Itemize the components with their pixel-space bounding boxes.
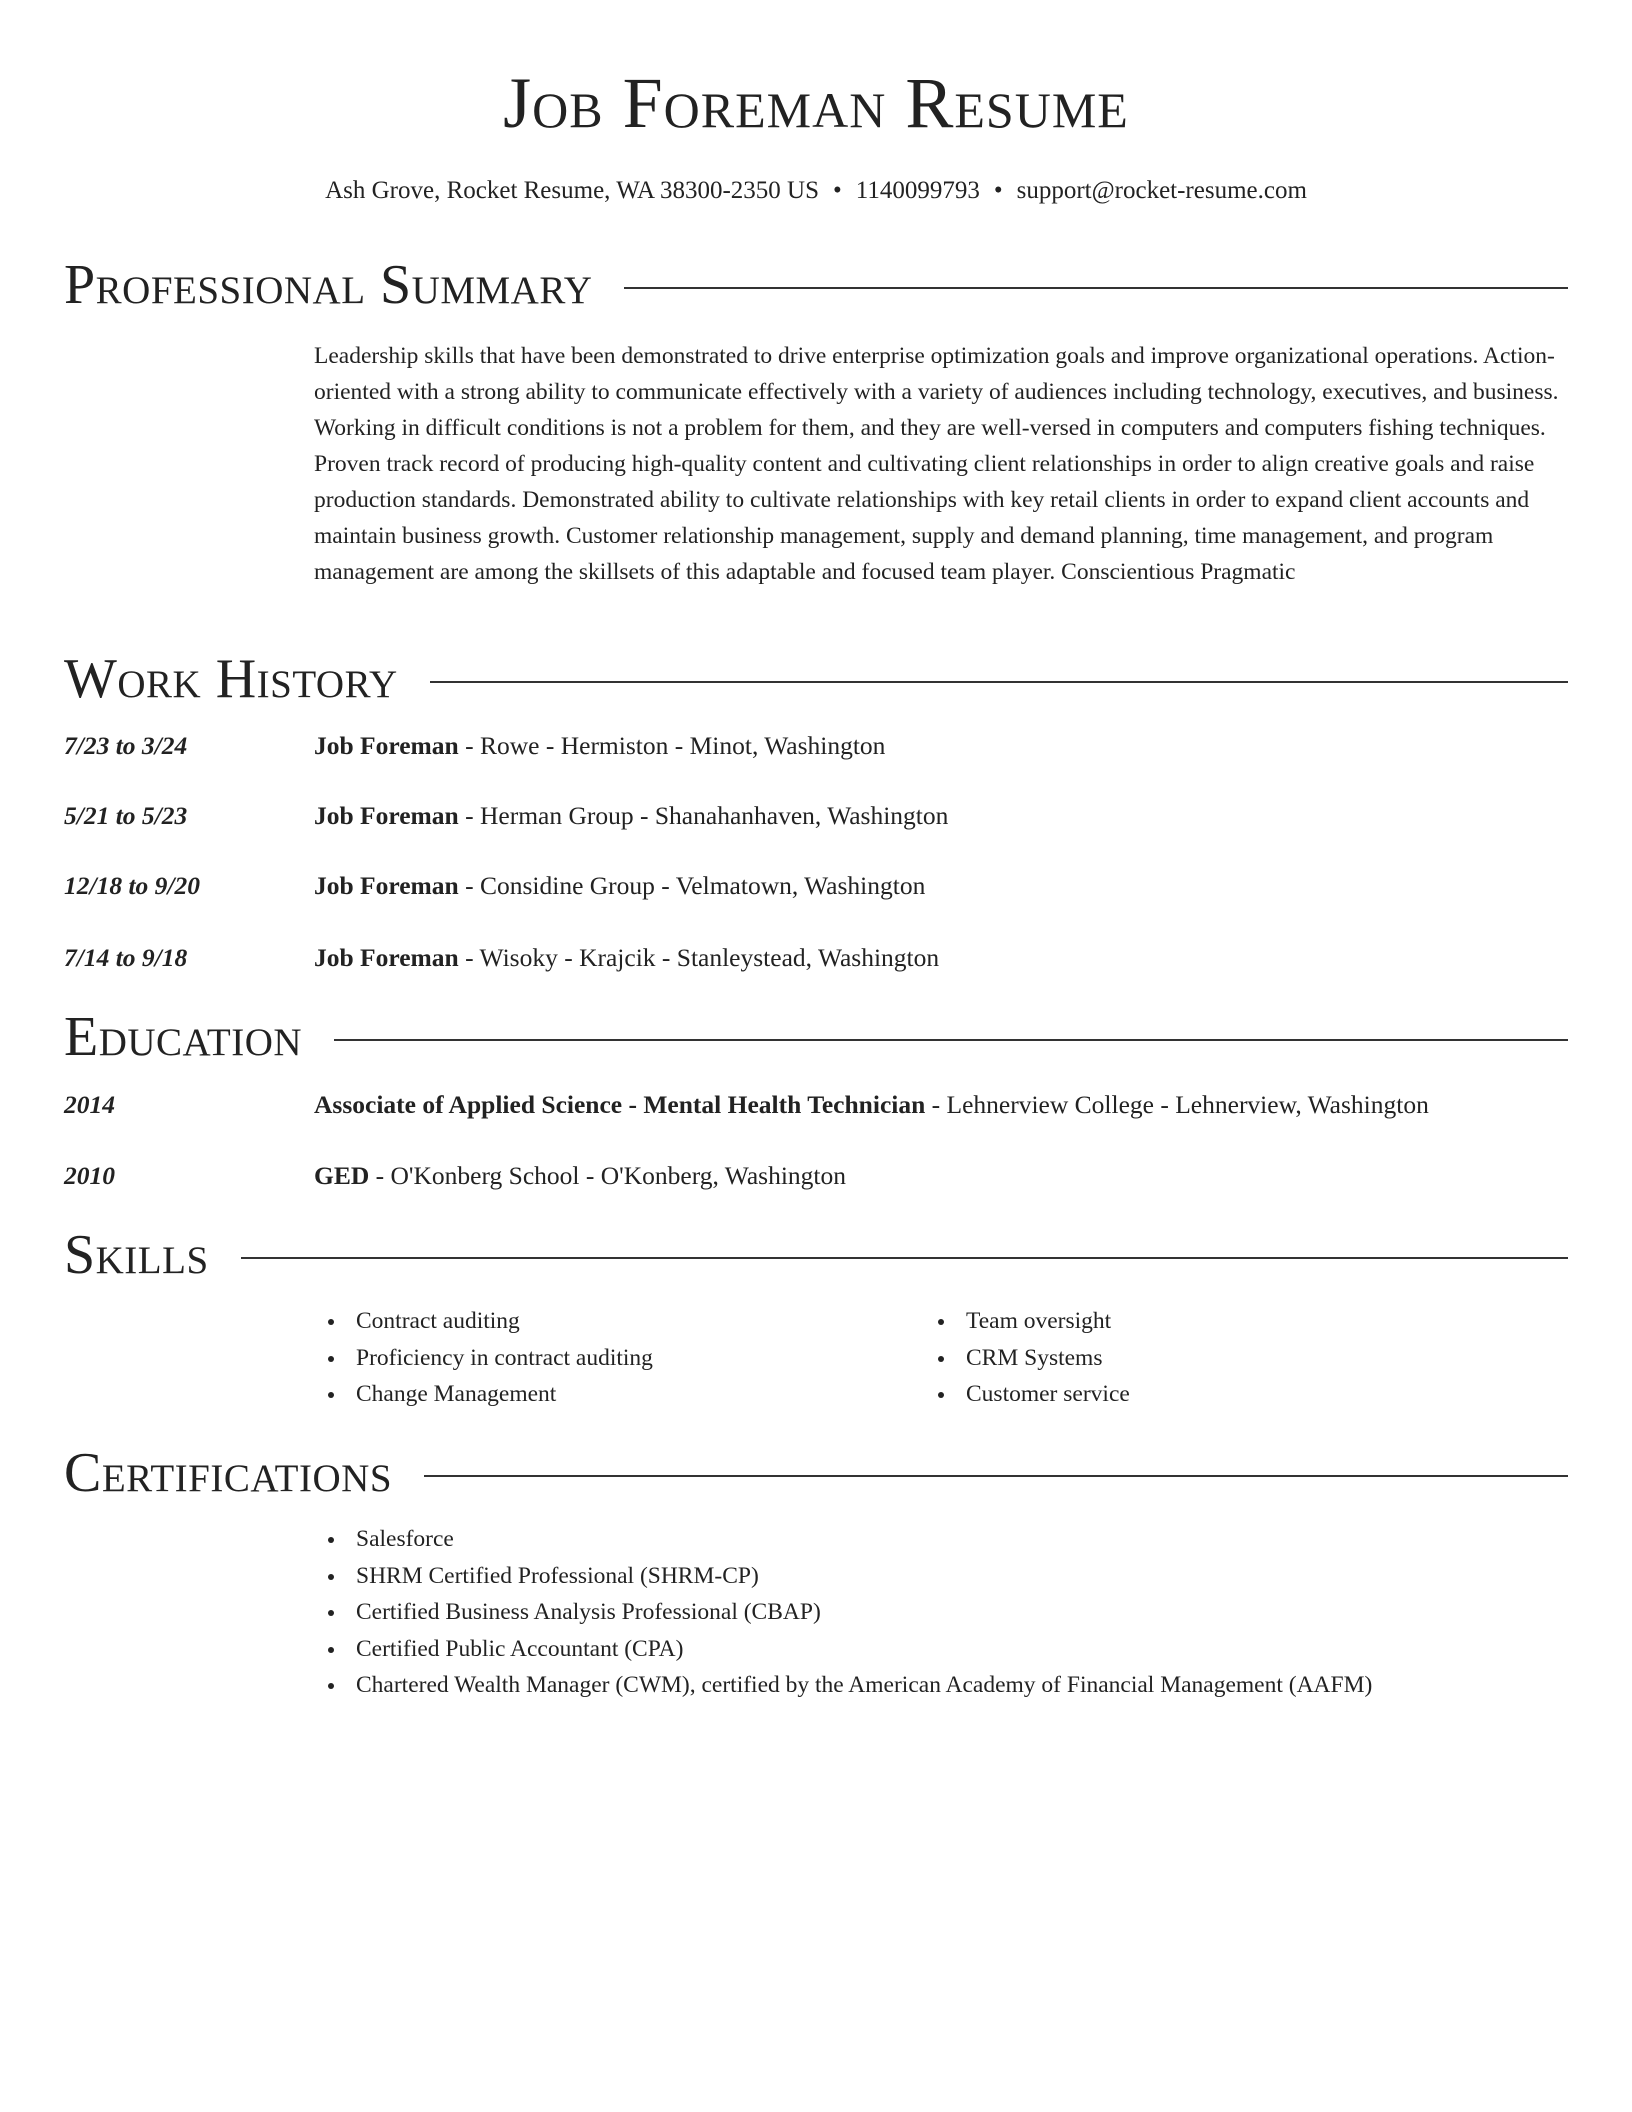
section-divider bbox=[334, 1039, 1568, 1041]
education-entry-text bbox=[314, 1156, 846, 1196]
certification-item: Salesforce bbox=[312, 1521, 1372, 1558]
job-title: Job Foreman bbox=[314, 943, 459, 972]
work-dates: 7/23 to 3/24 bbox=[64, 731, 188, 760]
job-title: Job Foreman bbox=[314, 731, 459, 760]
degree: Associate of Applied Science - Mental Health Technician bbox=[314, 1090, 926, 1119]
work-details: - Wisoky - Krajcik - Stanleystead, Washington bbox=[458, 943, 940, 972]
education-entry bbox=[64, 1085, 1568, 1125]
job-title: Job Foreman bbox=[314, 871, 459, 900]
work-details: - Herman Group - Shanahanhaven, Washington bbox=[458, 801, 949, 830]
contact-address: Ash Grove, Rocket Resume, WA 38300-2350 US bbox=[325, 177, 820, 204]
section-divider bbox=[241, 1257, 1568, 1259]
contact-phone: 1140099793 bbox=[855, 177, 980, 204]
work-dates: 7/14 to 9/18 bbox=[64, 943, 188, 972]
contact-email[interactable]: support@rocket-resume.com bbox=[1016, 177, 1307, 204]
education-entry-text bbox=[314, 1085, 1429, 1125]
skill-item: Team oversight bbox=[922, 1303, 1130, 1340]
contact-separator: • bbox=[833, 177, 842, 204]
certification-item: SHRM Certified Professional (SHRM-CP) bbox=[312, 1558, 1372, 1595]
certification-item: Chartered Wealth Manager (CWM), certified by the American Academy of Financial Management (AAFM) bbox=[312, 1667, 1372, 1704]
section-divider bbox=[424, 1475, 1568, 1477]
section-heading-work: Work History bbox=[64, 648, 398, 710]
summary-text: Leadership skills that have been demonstrated to drive enterprise optimization goals and improve organizational operations. Action-oriented with a strong ability to communicate effectively with a variety of audiences including technology, executives, and business. Working in difficult conditions is not a problem for them, and they are well-versed in computers and computers fishing techniques. Proven track record of producing high-quality content and cultivating client relationships in order to align creative goals and raise production standards. Demonstrated ability to cultivate relationships with key retail clients in order to expand client accounts and maintain business growth. Customer relationship management, supply and demand planning, time management, and program management are among the skillsets of this adaptable and focused team player. Conscientious Pragmatic bbox=[314, 343, 1559, 585]
education-year: 2014 bbox=[64, 1090, 115, 1119]
contact-separator: • bbox=[993, 177, 1003, 204]
skills-list-left bbox=[312, 1303, 653, 1413]
education-year: 2010 bbox=[64, 1161, 115, 1190]
work-entry bbox=[64, 866, 1568, 906]
skill-item: Proficiency in contract auditing bbox=[312, 1340, 653, 1377]
work-dates: 12/18 to 9/20 bbox=[64, 871, 201, 900]
work-entry-text bbox=[314, 938, 939, 978]
skill-item: Change Management bbox=[312, 1376, 653, 1413]
certification-item: Certified Public Accountant (CPA) bbox=[312, 1631, 1372, 1668]
work-entry-text bbox=[314, 796, 948, 836]
section-education-header bbox=[64, 1002, 1568, 1072]
degree: GED bbox=[314, 1161, 370, 1190]
section-heading-skills: Skills bbox=[64, 1224, 209, 1286]
work-entry bbox=[64, 796, 1568, 836]
section-summary-header bbox=[64, 250, 1568, 320]
section-heading-summary: Professional Summary bbox=[64, 254, 593, 316]
section-skills-header bbox=[64, 1220, 1568, 1290]
education-entry bbox=[64, 1156, 1568, 1196]
work-entry-text bbox=[314, 866, 925, 906]
certifications-list bbox=[312, 1521, 1372, 1704]
work-entry bbox=[64, 938, 1568, 978]
skill-item: CRM Systems bbox=[922, 1340, 1130, 1377]
section-work-header bbox=[64, 644, 1568, 714]
section-heading-certifications: Certifications bbox=[64, 1442, 393, 1504]
work-dates: 5/21 to 5/23 bbox=[64, 801, 188, 830]
work-details: - Rowe - Hermiston - Minot, Washington bbox=[458, 731, 886, 760]
skill-item: Contract auditing bbox=[312, 1303, 653, 1340]
education-details: - Lehnerview College - Lehnerview, Washington bbox=[925, 1090, 1429, 1119]
certification-item: Certified Business Analysis Professional (CBAP) bbox=[312, 1594, 1372, 1631]
section-divider bbox=[624, 287, 1568, 289]
skills-list-right bbox=[922, 1303, 1130, 1413]
section-heading-education: Education bbox=[64, 1006, 303, 1068]
job-title: Job Foreman bbox=[314, 801, 459, 830]
work-entry bbox=[64, 726, 1568, 766]
work-entry-text bbox=[314, 726, 885, 766]
skill-item: Customer service bbox=[922, 1376, 1130, 1413]
contact-line bbox=[0, 174, 1632, 208]
education-details: - O'Konberg School - O'Konberg, Washington bbox=[369, 1161, 846, 1190]
resume-title: Job Foreman Resume bbox=[503, 63, 1129, 143]
work-details: - Considine Group - Velmatown, Washington bbox=[458, 871, 926, 900]
section-certifications-header bbox=[64, 1438, 1568, 1508]
section-divider bbox=[430, 681, 1568, 683]
